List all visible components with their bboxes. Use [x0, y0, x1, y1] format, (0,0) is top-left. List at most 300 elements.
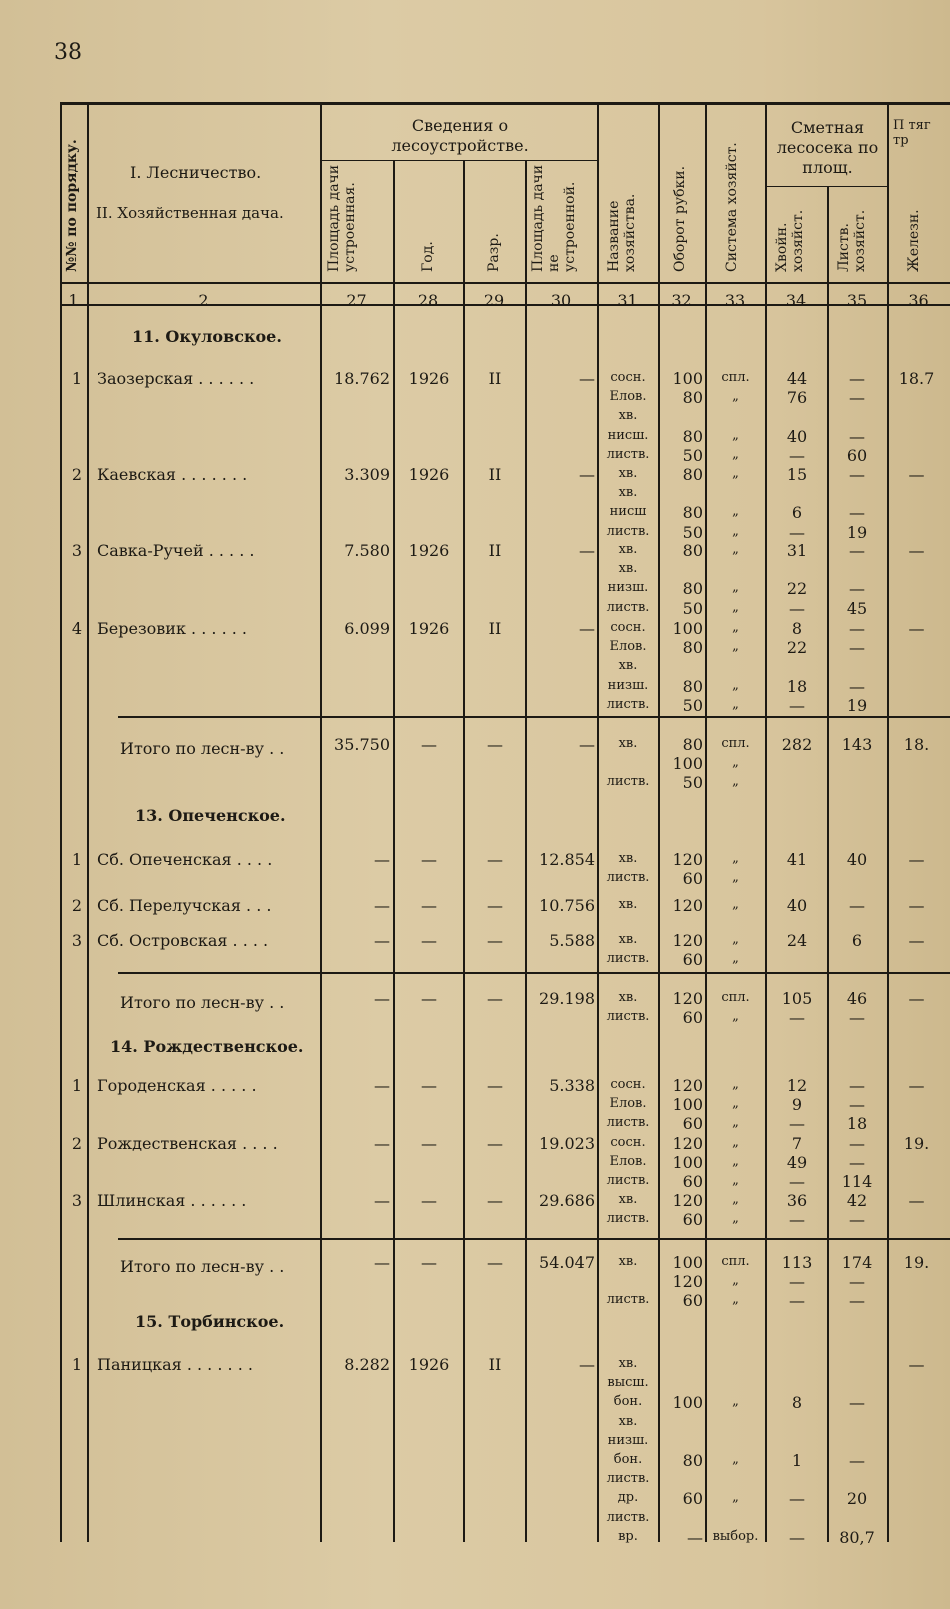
plot-deciduous: —: [849, 1134, 865, 1153]
farm-type: Елов.: [609, 389, 647, 405]
area-unmanaged: 10.756: [539, 896, 595, 915]
farm-type: листв.: [606, 1009, 650, 1025]
area-managed: 3.309: [344, 465, 390, 484]
col-rule: [87, 102, 89, 1542]
plot-deciduous: —: [849, 1210, 865, 1230]
rotation: 60: [682, 1489, 703, 1509]
forest-dacha-name: Савка-Ручей . . . . .: [97, 541, 255, 560]
plot-deciduous: —: [849, 638, 865, 658]
farm-type: листв.: [606, 1292, 650, 1308]
total14-rule: [118, 1238, 950, 1240]
category: —: [487, 850, 503, 869]
plot-conifer: 12: [786, 1076, 808, 1095]
rotation: 120: [672, 896, 703, 915]
farm-type: листв.: [606, 870, 650, 886]
railway: —: [908, 1355, 925, 1374]
farm-type: бон.: [613, 1452, 643, 1467]
col-rule: [705, 102, 707, 1542]
plot-conifer: 41: [786, 850, 808, 869]
header-col31: Название хозяйства.: [606, 193, 638, 272]
rotation: 100: [672, 1153, 703, 1173]
forest-dacha-name: Городенская . . . . .: [97, 1076, 257, 1095]
category: —: [487, 1191, 503, 1210]
system: „: [732, 870, 739, 886]
category: —: [487, 1253, 503, 1272]
section-heading: 11. Окуловское.: [132, 327, 282, 346]
plot-conifer: —: [789, 1172, 805, 1192]
railway: —: [908, 619, 925, 638]
farm-type: листв.: [606, 1471, 650, 1487]
farm-type: хв.: [618, 542, 638, 557]
plot-deciduous: —: [849, 1451, 865, 1470]
system: „: [732, 1173, 739, 1189]
group-rule-forest: [320, 160, 597, 161]
plot-conifer: 31: [786, 541, 808, 560]
rotation: 80: [682, 638, 703, 658]
railway: 18.: [903, 735, 930, 754]
header-col35: Листв. хозяйст.: [836, 209, 868, 272]
plot-conifer: 18: [786, 676, 808, 696]
area-unmanaged: 5.338: [549, 1076, 595, 1095]
area-managed: —: [374, 1076, 390, 1095]
forest-dacha-name: Заозерская . . . . . .: [97, 369, 255, 388]
category: II: [488, 1355, 502, 1374]
forest-dacha-name: Паницкая . . . . . . .: [97, 1355, 253, 1374]
year: —: [421, 896, 437, 915]
rotation: 60: [682, 1291, 703, 1311]
system: „: [732, 1292, 739, 1308]
year: 1926: [408, 619, 450, 638]
rotation: 60: [682, 1008, 703, 1028]
railway: —: [908, 850, 925, 869]
area-unmanaged: 54.047: [539, 1253, 595, 1272]
row-number: 2: [71, 896, 82, 915]
system: „: [732, 504, 739, 520]
rotation: 120: [672, 931, 703, 950]
plot-conifer: —: [789, 1527, 805, 1547]
year: —: [421, 931, 437, 950]
system: „: [732, 1154, 739, 1170]
col-rule: [320, 102, 322, 1542]
category: —: [487, 931, 503, 950]
header-group-plot: Сметная лесосека по площ.: [776, 118, 879, 177]
plot-conifer: —: [789, 695, 805, 715]
farm-type: низш.: [607, 1432, 649, 1448]
farm-type: листв.: [606, 523, 650, 539]
area-managed: 8.282: [344, 1355, 390, 1374]
row-number: 4: [71, 619, 82, 638]
year: —: [421, 1076, 437, 1095]
plot-deciduous: —: [849, 426, 865, 446]
rotation: 100: [672, 369, 703, 388]
column-number: 29: [483, 291, 505, 310]
category: —: [487, 989, 503, 1008]
plot-deciduous: 60: [846, 445, 868, 465]
column-number: 34: [785, 291, 807, 310]
rotation: 50: [682, 773, 703, 793]
farm-type: листв.: [606, 1211, 650, 1227]
section-heading: 13. Опеченское.: [135, 806, 286, 825]
system: „: [732, 1135, 739, 1150]
system: „: [732, 1452, 739, 1467]
category: —: [487, 1134, 503, 1153]
farm-type: хв.: [618, 736, 638, 751]
year: 1926: [408, 541, 450, 560]
rotation: 80: [682, 465, 703, 484]
plot-conifer: —: [789, 1210, 805, 1230]
rotation: 100: [672, 1393, 703, 1413]
forest-dacha-name: Каевская . . . . . . .: [97, 465, 248, 484]
area-managed: —: [374, 989, 390, 1008]
farm-type: листв.: [606, 1509, 650, 1525]
header-group-cut: П тяг тр: [893, 118, 931, 148]
column-number: 33: [724, 291, 746, 310]
row-number: 1: [71, 369, 82, 388]
area-unmanaged: 19.023: [539, 1134, 595, 1153]
plot-deciduous: 80,7: [839, 1527, 875, 1547]
plot-deciduous: —: [849, 1272, 865, 1292]
system: „: [732, 1490, 739, 1506]
railway: 18.7: [898, 369, 935, 388]
plot-deciduous: —: [849, 1393, 865, 1413]
system: „: [732, 1096, 739, 1112]
rotation: 60: [682, 1210, 703, 1230]
railway: —: [908, 541, 925, 560]
farm-type: вр.: [618, 1528, 638, 1544]
rotation: 120: [672, 850, 703, 869]
total-label: Итого по лесн-ву . .: [120, 739, 285, 758]
column-number: 31: [617, 291, 638, 310]
category: —: [487, 1076, 503, 1095]
area-managed: 18.762: [334, 369, 390, 388]
system: „: [732, 639, 739, 655]
area-managed: 35.750: [334, 735, 390, 754]
plot-conifer: 8: [791, 1393, 803, 1413]
year: —: [421, 735, 437, 754]
plot-conifer: —: [789, 1489, 805, 1509]
area-unmanaged: —: [579, 735, 595, 754]
system: „: [732, 599, 739, 615]
rotation: 80: [682, 579, 703, 599]
system: „: [732, 951, 739, 967]
area-unmanaged: —: [579, 369, 595, 388]
header-bottom-rule: [60, 282, 950, 284]
total11-rule: [118, 716, 950, 718]
plot-deciduous: —: [849, 541, 865, 560]
area-managed: 6.099: [344, 619, 390, 638]
rotation: 50: [682, 598, 703, 618]
rotation: 80: [682, 503, 703, 523]
plot-conifer: 22: [786, 579, 808, 599]
area-managed: 7.580: [344, 541, 390, 560]
year: 1926: [408, 465, 450, 484]
system: выбор.: [712, 1528, 759, 1544]
forest-dacha-name: Сб. Перелучская . . .: [97, 896, 272, 915]
header-col36: Железн.: [906, 209, 922, 272]
plot-conifer: —: [789, 1291, 805, 1311]
section-heading: 14. Рождественское.: [110, 1037, 304, 1056]
area-unmanaged: 5.588: [549, 931, 595, 950]
plot-conifer: 8: [791, 619, 803, 638]
area-unmanaged: —: [579, 1355, 595, 1374]
rotation: 80: [682, 1451, 703, 1470]
farm-type: листв.: [606, 1115, 650, 1131]
system: „: [732, 1211, 739, 1227]
system: „: [732, 774, 739, 790]
category: —: [487, 735, 503, 754]
system: „: [732, 1115, 739, 1131]
plot-conifer: 9: [791, 1095, 803, 1115]
farm-type: Елов.: [609, 1154, 647, 1170]
rotation: 120: [672, 1191, 703, 1210]
farm-type: Елов.: [609, 639, 647, 655]
farm-type: листв.: [606, 599, 650, 615]
row-number: 1: [71, 1076, 82, 1095]
plot-conifer: 7: [791, 1134, 803, 1153]
system: „: [732, 1009, 739, 1025]
plot-deciduous: 40: [846, 850, 868, 869]
farm-type: хв.: [618, 561, 638, 577]
railway: —: [908, 1076, 925, 1095]
plot-conifer: 40: [786, 896, 808, 915]
farm-type: сосн.: [610, 370, 646, 385]
system: „: [732, 620, 739, 635]
plot-deciduous: 18: [846, 1114, 868, 1134]
table-top-rule: [60, 102, 950, 105]
row-number: 3: [71, 541, 82, 560]
farm-type: др.: [617, 1490, 639, 1506]
system: „: [732, 523, 739, 539]
row-number: 3: [71, 1191, 82, 1210]
system: „: [732, 1192, 739, 1207]
rotation: 80: [682, 735, 703, 754]
area-managed: —: [374, 1191, 390, 1210]
farm-type: нисш: [609, 504, 647, 520]
farm-type: хв.: [618, 851, 638, 866]
column-number: 27: [346, 291, 367, 310]
railway: —: [908, 896, 925, 915]
rotation: 60: [682, 1114, 703, 1134]
column-number: 36: [908, 291, 929, 310]
header-col33: Система хозяйст.: [724, 142, 740, 272]
plot-deciduous: —: [849, 503, 865, 523]
forest-dacha-name: Сб. Островская . . . .: [97, 931, 269, 950]
farm-type: листв.: [606, 774, 650, 790]
railway: —: [908, 1191, 925, 1210]
rotation: 50: [682, 445, 703, 465]
group-rule-plot: [765, 186, 887, 187]
plot-deciduous: 46: [846, 989, 868, 1008]
farm-type: низш.: [607, 580, 649, 596]
rotation: 120: [672, 989, 703, 1008]
system: „: [732, 696, 739, 712]
rotation: 80: [682, 388, 703, 408]
total-label: Итого по лесн-ву . .: [120, 1257, 285, 1276]
system: „: [732, 755, 739, 771]
plot-deciduous: —: [849, 896, 865, 915]
farm-type: хв.: [618, 1356, 638, 1371]
header-col32: Оборот рубки.: [672, 165, 688, 272]
plot-conifer: 15: [786, 465, 808, 484]
plot-deciduous: 20: [846, 1489, 868, 1509]
plot-conifer: 1: [791, 1451, 803, 1470]
col-rule: [60, 102, 62, 1542]
farm-type: листв.: [606, 951, 650, 967]
farm-type: хв.: [618, 1192, 638, 1207]
farm-type: листв.: [606, 446, 650, 462]
area-unmanaged: —: [579, 465, 595, 484]
rotation: 100: [672, 1095, 703, 1115]
farm-type: хв.: [618, 897, 638, 912]
plot-conifer: —: [789, 445, 805, 465]
area-managed: —: [374, 931, 390, 950]
category: II: [488, 465, 502, 484]
system: „: [732, 466, 739, 481]
plot-conifer: —: [789, 522, 805, 542]
column-number: 28: [417, 291, 439, 310]
system: спл.: [721, 990, 750, 1005]
header-col2-line1: I. Лесничество.: [130, 163, 262, 182]
system: „: [732, 446, 739, 462]
plot-conifer: —: [789, 1114, 805, 1134]
farm-type: хв.: [618, 1254, 638, 1269]
forest-dacha-name: Шлинская . . . . . .: [97, 1191, 247, 1210]
column-number: 32: [671, 291, 692, 310]
plot-conifer: 113: [781, 1253, 813, 1272]
plot-conifer: 24: [786, 931, 808, 950]
row-number: 1: [71, 1355, 82, 1374]
rotation: 80: [682, 541, 703, 560]
category: II: [488, 541, 502, 560]
railway: 19.: [903, 1253, 930, 1272]
col-rule: [765, 102, 767, 1542]
rotation: 100: [672, 754, 703, 774]
farm-type: сосн.: [610, 1135, 646, 1150]
plot-conifer: 76: [786, 388, 808, 408]
plot-deciduous: —: [849, 465, 865, 484]
system: „: [732, 897, 739, 912]
system: „: [732, 1394, 739, 1410]
year: —: [421, 1134, 437, 1153]
category: II: [488, 369, 502, 388]
rotation: 120: [672, 1272, 703, 1292]
header-col28: Год.: [420, 241, 436, 272]
row-number: 1: [71, 850, 82, 869]
header-group-forest: Сведения о лесоустройстве.: [391, 116, 529, 155]
rotation: 50: [682, 522, 703, 542]
area-unmanaged: —: [579, 541, 595, 560]
railway: 19.: [903, 1134, 930, 1153]
system: „: [732, 851, 739, 866]
farm-type: сосн.: [610, 1077, 646, 1092]
farm-type: Елов.: [609, 1096, 647, 1112]
forest-dacha-name: Сб. Опеченская . . . .: [97, 850, 273, 869]
year: —: [421, 1191, 437, 1210]
forest-dacha-name: Рождественская . . . .: [97, 1134, 278, 1153]
plot-conifer: —: [789, 1272, 805, 1292]
area-unmanaged: 29.686: [539, 1191, 595, 1210]
railway: —: [908, 989, 925, 1008]
farm-type: листв.: [606, 696, 650, 712]
forest-dacha-name: Березовик . . . . . .: [97, 619, 247, 638]
plot-conifer: 22: [786, 638, 808, 658]
system: спл.: [721, 736, 750, 751]
plot-deciduous: —: [849, 579, 865, 599]
column-number: 30: [550, 291, 572, 310]
header-col2-line2: II. Хозяйственная дача.: [96, 204, 284, 222]
rotation: 50: [682, 695, 703, 715]
rotation: 120: [672, 1134, 703, 1153]
area-unmanaged: —: [579, 619, 595, 638]
rotation: 100: [672, 1253, 703, 1272]
rotation: 80: [682, 676, 703, 696]
farm-type: хв.: [618, 932, 638, 947]
plot-conifer: 282: [781, 735, 813, 754]
farm-type: нисш.: [607, 427, 649, 443]
farm-type: сосн.: [610, 620, 646, 635]
system: „: [732, 1273, 739, 1289]
total13-rule: [118, 972, 950, 974]
area-managed: —: [374, 1134, 390, 1153]
plot-deciduous: 45: [846, 598, 868, 618]
plot-conifer: 49: [786, 1153, 808, 1173]
rotation: 120: [672, 1076, 703, 1095]
col-rule: [658, 102, 660, 1542]
section-heading: 15. Торбинское.: [135, 1312, 285, 1331]
system: „: [732, 542, 739, 557]
farm-type: хв.: [618, 408, 638, 424]
plot-conifer: 44: [786, 369, 808, 388]
area-managed: —: [374, 896, 390, 915]
rotation: 60: [682, 1172, 703, 1192]
farm-type: хв.: [618, 485, 638, 501]
farm-type: хв.: [618, 658, 638, 674]
farm-type: хв.: [618, 1413, 638, 1429]
row-number: 3: [71, 931, 82, 950]
total-label: Итого по лесн-ву . .: [120, 993, 285, 1012]
plot-conifer: 36: [786, 1191, 808, 1210]
plot-deciduous: 42: [846, 1191, 868, 1210]
category: —: [487, 896, 503, 915]
row-number: 2: [71, 465, 82, 484]
plot-conifer: —: [789, 1008, 805, 1028]
farm-type: листв.: [606, 1173, 650, 1189]
plot-deciduous: 143: [841, 735, 873, 754]
farm-type: хв.: [618, 990, 638, 1005]
col-rule: [887, 102, 889, 1542]
plot-conifer: 40: [786, 426, 808, 446]
plot-deciduous: 174: [841, 1253, 873, 1272]
system: „: [732, 389, 739, 405]
farm-type: высш.: [607, 1375, 649, 1391]
plot-deciduous: —: [849, 1008, 865, 1028]
system: „: [732, 427, 739, 443]
plot-conifer: —: [789, 598, 805, 618]
header-col30: Площадь дачи не устроенной.: [530, 164, 578, 272]
year: —: [421, 1253, 437, 1272]
page-number: 38: [54, 40, 82, 65]
area-unmanaged: 29.198: [539, 989, 595, 1008]
header-col29: Разр.: [486, 233, 502, 272]
rotation: 100: [672, 619, 703, 638]
year: 1926: [408, 1355, 450, 1374]
plot-deciduous: —: [849, 619, 865, 638]
column-number: 1: [68, 291, 79, 310]
plot-deciduous: —: [849, 1291, 865, 1311]
plot-deciduous: —: [849, 1095, 865, 1115]
rotation: 60: [682, 869, 703, 889]
system: „: [732, 932, 739, 947]
